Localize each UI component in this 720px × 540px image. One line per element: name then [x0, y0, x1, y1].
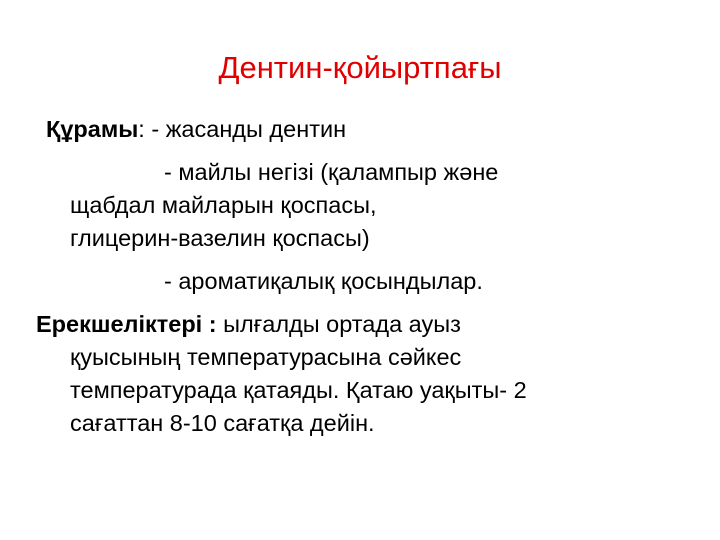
- composition-label-colon: :: [138, 116, 145, 142]
- composition-item-1: - жасанды дентин: [144, 116, 347, 142]
- composition-label: Құрамы: [46, 116, 139, 142]
- features-line-3: температурада қатаяды. Қатаю уақыты- 2: [70, 377, 527, 403]
- composition-item-2-line-2: щабдал майларын қоспасы,: [70, 192, 377, 218]
- slide-body: [36, 113, 696, 440]
- slide-title: Дентин-қойыртпағы: [218, 50, 502, 85]
- composition-item-2-line-1: - майлы негізі (қалампыр және: [164, 159, 499, 185]
- composition-item-3: - ароматиқалық қосындылар.: [164, 268, 483, 294]
- composition-line: [36, 113, 696, 146]
- features-line-1: [36, 308, 696, 341]
- features-label: Ерекшеліктері :: [36, 311, 217, 337]
- features-text-1: ылғалды ортада ауыз: [216, 311, 461, 337]
- features-line-2: қуысының температурасына сәйкес: [70, 344, 462, 370]
- composition-item-2-line-3: глицерин-вазелин қоспасы): [70, 225, 370, 251]
- features-line-4: сағаттан 8-10 сағатқа дейін.: [70, 410, 375, 436]
